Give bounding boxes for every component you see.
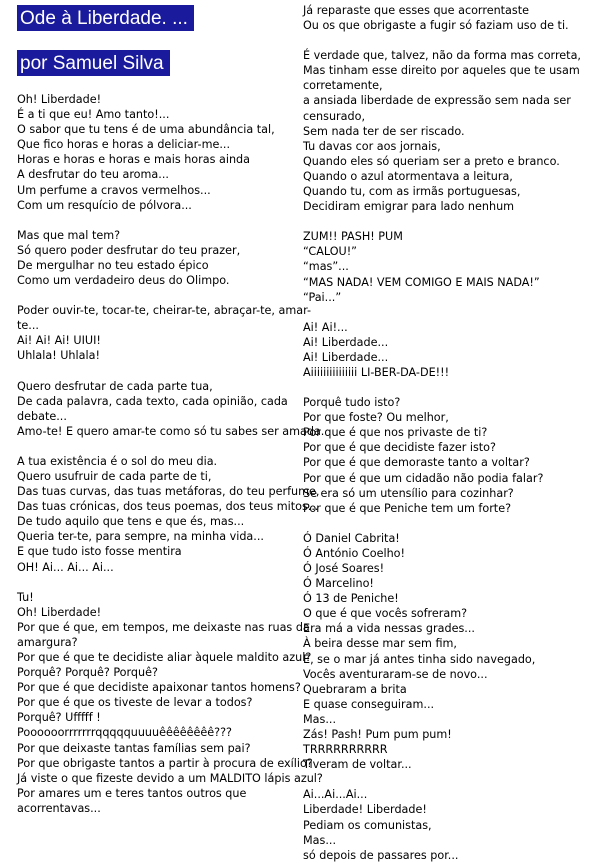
- poem-right-column: [303, 3, 595, 863]
- poem-line: Liberdade! Liberdade!: [303, 803, 427, 817]
- poem-line: Um perfume a cravos vermelhos...: [17, 183, 211, 197]
- poem-line: Mas...: [303, 712, 337, 726]
- poem-line: TRRRRRRRRRR: [303, 743, 388, 757]
- poem-line: Ai...Ai...Ai...: [303, 788, 368, 802]
- poem-line: “CALOU!”: [303, 245, 357, 259]
- poem-line: Com um resquício de pólvora...: [17, 198, 192, 212]
- poem-line: De cada palavra, cada texto, cada opinião, cada: [17, 394, 288, 408]
- poem-line: Sem nada ter de ser riscado.: [303, 124, 465, 138]
- poem-line: Quero desfrutar de cada parte tua,: [17, 379, 213, 393]
- stanza: [17, 92, 292, 213]
- poem-line: Tiveram de voltar...: [303, 758, 412, 772]
- poem-line: Porquê? Ufffff !: [17, 711, 101, 725]
- stanza: [17, 228, 292, 288]
- poem-line: Por que é que Peniche tem um forte?: [303, 501, 512, 515]
- poem-line: Horas e horas e horas e mais horas ainda: [17, 153, 250, 167]
- stanza: [303, 320, 595, 380]
- poem-line: Pediam os comunistas,: [303, 818, 432, 832]
- poem-line: Ó 13 de Peniche!: [303, 592, 399, 606]
- poem-line: “Pai...”: [303, 290, 342, 304]
- poem-line: “mas”...: [303, 260, 349, 274]
- poem-line: Porquê? Porquê? Porquê?: [17, 666, 158, 680]
- poem-line: À beira desse mar sem fim,: [303, 637, 457, 651]
- poem-line: E quase conseguiram...: [303, 697, 435, 711]
- stanza: [303, 531, 595, 773]
- poem-line: corretamente,: [303, 79, 383, 93]
- poem-line: Era má a vida nessas grades...: [303, 622, 475, 636]
- poem-line: Se era só um utensílio para cozinhar?: [303, 486, 514, 500]
- poem-line: Só quero poder desfrutar do teu prazer,: [17, 243, 241, 257]
- poem-line: ZUM!! PASH! PUM: [303, 230, 403, 244]
- poem-line: Por que é que decidiste apaixonar tantos homens?: [17, 681, 301, 695]
- poem-line: te...: [17, 319, 39, 333]
- poem-line: Por que é que te decidiste aliar àquele maldito azul?: [17, 651, 312, 664]
- poem-line: Por que obrigaste tantos a partir à procura de exílio?: [17, 756, 313, 770]
- poem-line: Por que é que nos privaste de ti?: [303, 426, 488, 440]
- poem-line: Quebraram a brita: [303, 682, 407, 696]
- poem-line: De tudo aquilo que tens e que és, mas...: [17, 515, 245, 529]
- poem-line: Das tuas crónicas, dos teus poemas, dos teus mitos...: [17, 500, 319, 514]
- poem-line: Das tuas curvas, das tuas metáforas, do teu perfume,: [17, 485, 320, 499]
- stanza: [17, 454, 320, 575]
- stanza: [17, 303, 312, 363]
- poem-line: Queria ter-te, para sempre, na minha vida...: [17, 530, 264, 544]
- poem-line: Que fico horas e horas a deliciar-me...: [17, 138, 231, 152]
- poem-line: Por que deixaste tantas famílias sem pai?: [17, 741, 251, 755]
- poem-line: É a ti que eu! Amo tanto!...: [17, 108, 170, 122]
- poem-line: Ó Marcelino!: [303, 577, 374, 591]
- poem-line: E, se o mar já antes tinha sido navegado,: [303, 652, 536, 666]
- poem-line: Por que é que, em tempos, me deixaste nas ruas da: [17, 620, 310, 634]
- poem-line: Por que é que um cidadão não podia falar?: [303, 471, 544, 485]
- poem-line: Como um verdadeiro deus do Olimpo.: [17, 274, 230, 288]
- poem-line: Ó Daniel Cabrita!: [303, 531, 400, 545]
- poem-line: Mas que mal tem?: [17, 228, 121, 242]
- poem-line: Por que foste? Ou melhor,: [303, 411, 449, 425]
- poem-left-column: [17, 92, 325, 816]
- stanza: [303, 3, 595, 33]
- stanza: [17, 379, 325, 439]
- poem-line: OH! Ai... Ai... Ai...: [17, 560, 114, 574]
- poem-line: Ai! Liberdade...: [303, 350, 389, 364]
- poem-line: Oh! Liberdade!: [17, 605, 102, 619]
- poem-line: Uhlala! Uhlala!: [17, 349, 100, 363]
- poem-line: Ai! Ai!...: [303, 320, 348, 334]
- poem-line: Ou os que obrigaste a fugir só faziam uso de ti.: [303, 19, 569, 33]
- poem-line: a ansiada liberdade de expressão sem nada ser: [303, 94, 571, 108]
- poem-line: Ó António Coelho!: [303, 546, 406, 560]
- poem-line: Quando o azul atormentava a leitura,: [303, 169, 513, 183]
- poem-line: Por que é que decidiste fazer isto?: [303, 441, 496, 455]
- poem-line: Vocês aventuraram-se de novo...: [303, 667, 488, 681]
- author-byline: por Samuel Silva: [17, 50, 170, 76]
- poem-line: Quando tu, com as irmãs portuguesas,: [303, 185, 521, 199]
- poem-line: Já reparaste que esses que acorrentaste: [303, 4, 530, 17]
- poem-line: Poooooorrrrrrrqqqqquuuuêêêêêêêê???: [17, 726, 232, 740]
- poem-line: só depois de passares por...: [303, 848, 459, 862]
- poem-line: A desfrutar do teu aroma...: [17, 168, 169, 182]
- poem-line: Aiiiiiiiiiiiiiii LI-BER-DA-DE!!!: [303, 365, 450, 379]
- poem-line: Mas...: [303, 833, 337, 847]
- poem-line: É verdade que, talvez, não da forma mas correta,: [303, 49, 581, 63]
- poem-line: Por que é que demoraste tanto a voltar?: [303, 456, 530, 470]
- poem-line: Quero usufruir de cada parte de ti,: [17, 469, 212, 483]
- poem-line: acorrentavas...: [17, 801, 101, 815]
- stanza: [303, 229, 595, 304]
- poem-line: Porquê tudo isto?: [303, 396, 401, 410]
- poem-line: Poder ouvir-te, tocar-te, cheirar-te, abraçar-te, amar-: [17, 304, 312, 318]
- poem-line: Zás! Pash! Pum pum pum!: [303, 728, 452, 742]
- poem-line: E que tudo isto fosse mentira: [17, 545, 182, 559]
- poem-line: censurado,: [303, 109, 366, 123]
- poem-line: O que é que vocês sofreram?: [303, 607, 468, 621]
- stanza: [303, 787, 595, 862]
- poem-line: Já viste o que fizeste devido a um MALDITO lápis azul?: [17, 771, 323, 785]
- poem-line: Amo-te! E quero amar-te como só tu sabes ser amada.: [17, 424, 325, 438]
- stanza: [303, 395, 595, 516]
- poem-line: Por que é que os tiveste de levar a todos?: [17, 696, 253, 710]
- poem-line: Por amares um e teres tantos outros que: [17, 786, 247, 800]
- stanza: [303, 48, 595, 214]
- poem-title: Ode à Liberdade. ...: [17, 5, 194, 31]
- poem-line: Tu davas cor aos jornais,: [303, 139, 441, 153]
- poem-line: Tu!: [17, 590, 34, 604]
- poem-line: debate...: [17, 409, 67, 423]
- poem-line: Ai! Liberdade...: [303, 335, 389, 349]
- poem-line: O sabor que tu tens é de uma abundância tal,: [17, 123, 275, 137]
- poem-line: Quando eles só queriam ser a preto e branco.: [303, 154, 560, 168]
- poem-line: Oh! Liberdade!: [17, 93, 102, 106]
- poem-line: amargura?: [17, 635, 78, 649]
- poem-line: A tua existência é o sol do meu dia.: [17, 454, 218, 468]
- poem-line: Ai! Ai! Ai! UIUI!: [17, 334, 101, 348]
- poem-line: “MAS NADA! VEM COMIGO E MAIS NADA!”: [303, 275, 540, 289]
- poem-line: Mas tinham esse direito por aqueles que te usam: [303, 64, 580, 78]
- poem-line: Ó José Soares!: [303, 562, 385, 575]
- poem-line: De mergulhar no teu estado épico: [17, 258, 209, 272]
- poem-line: Decidiram emigrar para lado nenhum: [303, 200, 515, 214]
